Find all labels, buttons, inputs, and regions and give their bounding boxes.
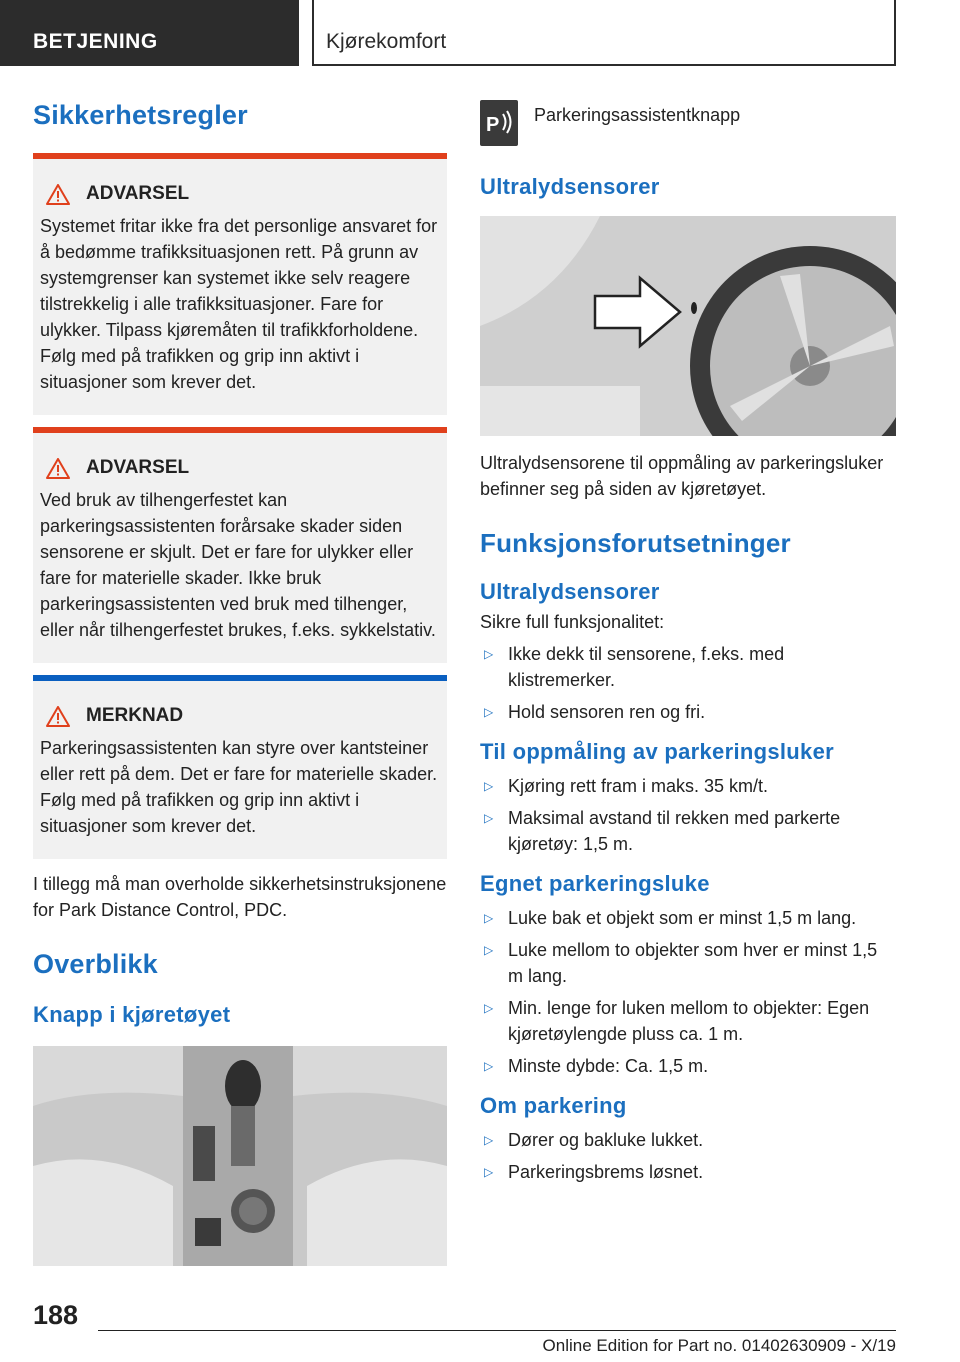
list-item: ▷ Kjøring rett fram i maks. 35 km/t. bbox=[480, 773, 896, 799]
page-number: 188 bbox=[33, 1300, 79, 1330]
warning-triangle-icon bbox=[46, 458, 70, 479]
bullet-triangle-icon: ▷ bbox=[484, 1001, 494, 1015]
sensor-title: Ultralydsensorer bbox=[480, 174, 660, 199]
list-item: ▷ Min. lenge for luken mellom to objekter: Egen kjøretøylengde pluss ca. 1 m. bbox=[480, 995, 896, 1047]
requirement-list bbox=[480, 1127, 896, 1185]
list-item: ▷ Luke bak et objekt som er minst 1,5 m lang. bbox=[480, 905, 896, 931]
edition-text: Online Edition for Part no. 01402630909 - X/19 bbox=[542, 1336, 896, 1355]
requirement-list bbox=[480, 773, 896, 857]
warning-text: Ved bruk av tilhengerfestet kan parkeringsassistenten forårsake skader siden sensorene er skjult. Det er fare for ulykker eller fare for materielle skader. Ikke bruk parkeringsassistenten ved bruk med tilhenger, eller når tilhengerfestet brukes, f.eks. sykkelstativ. bbox=[40, 490, 436, 640]
list-item: ▷ Minste dybde: Ca. 1,5 m. bbox=[480, 1053, 896, 1079]
bullet-triangle-icon: ▷ bbox=[484, 1133, 494, 1147]
subsection-title: Om parkering bbox=[480, 1093, 627, 1118]
bullet-triangle-icon: ▷ bbox=[484, 705, 494, 719]
list-item: ▷ Parkeringsbrems løsnet. bbox=[480, 1159, 896, 1185]
subsection-title: Til oppmåling av parkeringsluker bbox=[480, 739, 834, 764]
requirement-list bbox=[480, 641, 896, 725]
warning-label: ADVARSEL bbox=[86, 457, 190, 478]
extra-instructions: I tillegg må man overholde sikkerhetsinstruksjonene for Park Distance Control, PDC. bbox=[33, 874, 447, 920]
sensor-description: Ultralydsensorene til oppmåling av parkeringsluker befinner seg på siden av kjøretøyet. bbox=[480, 453, 884, 499]
parking-assistant-button-icon bbox=[480, 100, 518, 146]
bullet-triangle-icon: ▷ bbox=[484, 1165, 494, 1179]
overview-title: Overblikk bbox=[33, 949, 158, 979]
requirement-list bbox=[480, 905, 896, 1079]
parking-button-legend bbox=[480, 100, 896, 146]
safety-title: Sikkerhetsregler bbox=[33, 100, 248, 130]
bullet-triangle-icon: ▷ bbox=[484, 1059, 494, 1073]
svg-text:P: P bbox=[486, 114, 500, 136]
warning-text: Systemet fritar ikke fra det personlige ansvaret for å bedømme trafikksituasjonen rett. På grunn av systemgrenser kan systemet ikke selv reagere tilstrekkelig i alle trafikksituasjoner. Fare for ulykker. Tilpass kjøremåten til trafikkforholdene. Følg med på trafikken og grip inn aktivt i situasjoner som krever det. bbox=[40, 216, 438, 392]
bullet-triangle-icon: ▷ bbox=[484, 779, 494, 793]
center-console-photo bbox=[33, 1046, 447, 1266]
notice-box bbox=[33, 675, 447, 859]
parking-button-label: Parkeringsassistentknapp bbox=[534, 105, 741, 125]
list-item: ▷ Dører og bakluke lukket. bbox=[480, 1127, 896, 1153]
warning-box-1 bbox=[33, 153, 447, 415]
bullet-triangle-icon: ▷ bbox=[484, 647, 494, 661]
bullet-triangle-icon: ▷ bbox=[484, 943, 494, 957]
chapter-title: Kjørekomfort bbox=[312, 0, 896, 66]
list-item: ▷ Ikke dekk til sensorene, f.eks. med klistremerker. bbox=[480, 641, 896, 693]
warning-box-2 bbox=[33, 427, 447, 663]
warning-triangle-icon bbox=[46, 706, 70, 727]
subsection-title: Ultralydsensorer bbox=[480, 579, 660, 604]
section-tab: BETJENING bbox=[0, 0, 299, 66]
notice-text: Parkeringsassistenten kan styre over kantsteiner eller rett på dem. Det er fare for materielle skader. Følg med på trafikken og grip inn aktivt i situasjoner som krever det. bbox=[40, 738, 438, 836]
list-item: ▷ Luke mellom to objekter som hver er minst 1,5 m lang. bbox=[480, 937, 896, 989]
sensor-photo bbox=[480, 216, 896, 436]
function-prerequisites-title: Funksjonsforutsetninger bbox=[480, 528, 791, 558]
warning-triangle-icon bbox=[46, 184, 70, 205]
footer-divider bbox=[98, 1330, 896, 1331]
subsection-title: Egnet parkeringsluke bbox=[480, 871, 710, 896]
button-section-title: Knapp i kjøretøyet bbox=[33, 1002, 231, 1027]
subsection-intro: Sikre full funksjonalitet: bbox=[480, 612, 665, 632]
warning-label: ADVARSEL bbox=[86, 183, 190, 204]
bullet-triangle-icon: ▷ bbox=[484, 811, 494, 825]
list-item: ▷ Maksimal avstand til rekken med parkerte kjøretøy: 1,5 m. bbox=[480, 805, 896, 857]
right-column bbox=[480, 100, 896, 1191]
left-column bbox=[33, 100, 447, 1266]
bullet-triangle-icon: ▷ bbox=[484, 911, 494, 925]
notice-label: MERKNAD bbox=[86, 705, 184, 726]
list-item: ▷ Hold sensoren ren og fri. bbox=[480, 699, 896, 725]
